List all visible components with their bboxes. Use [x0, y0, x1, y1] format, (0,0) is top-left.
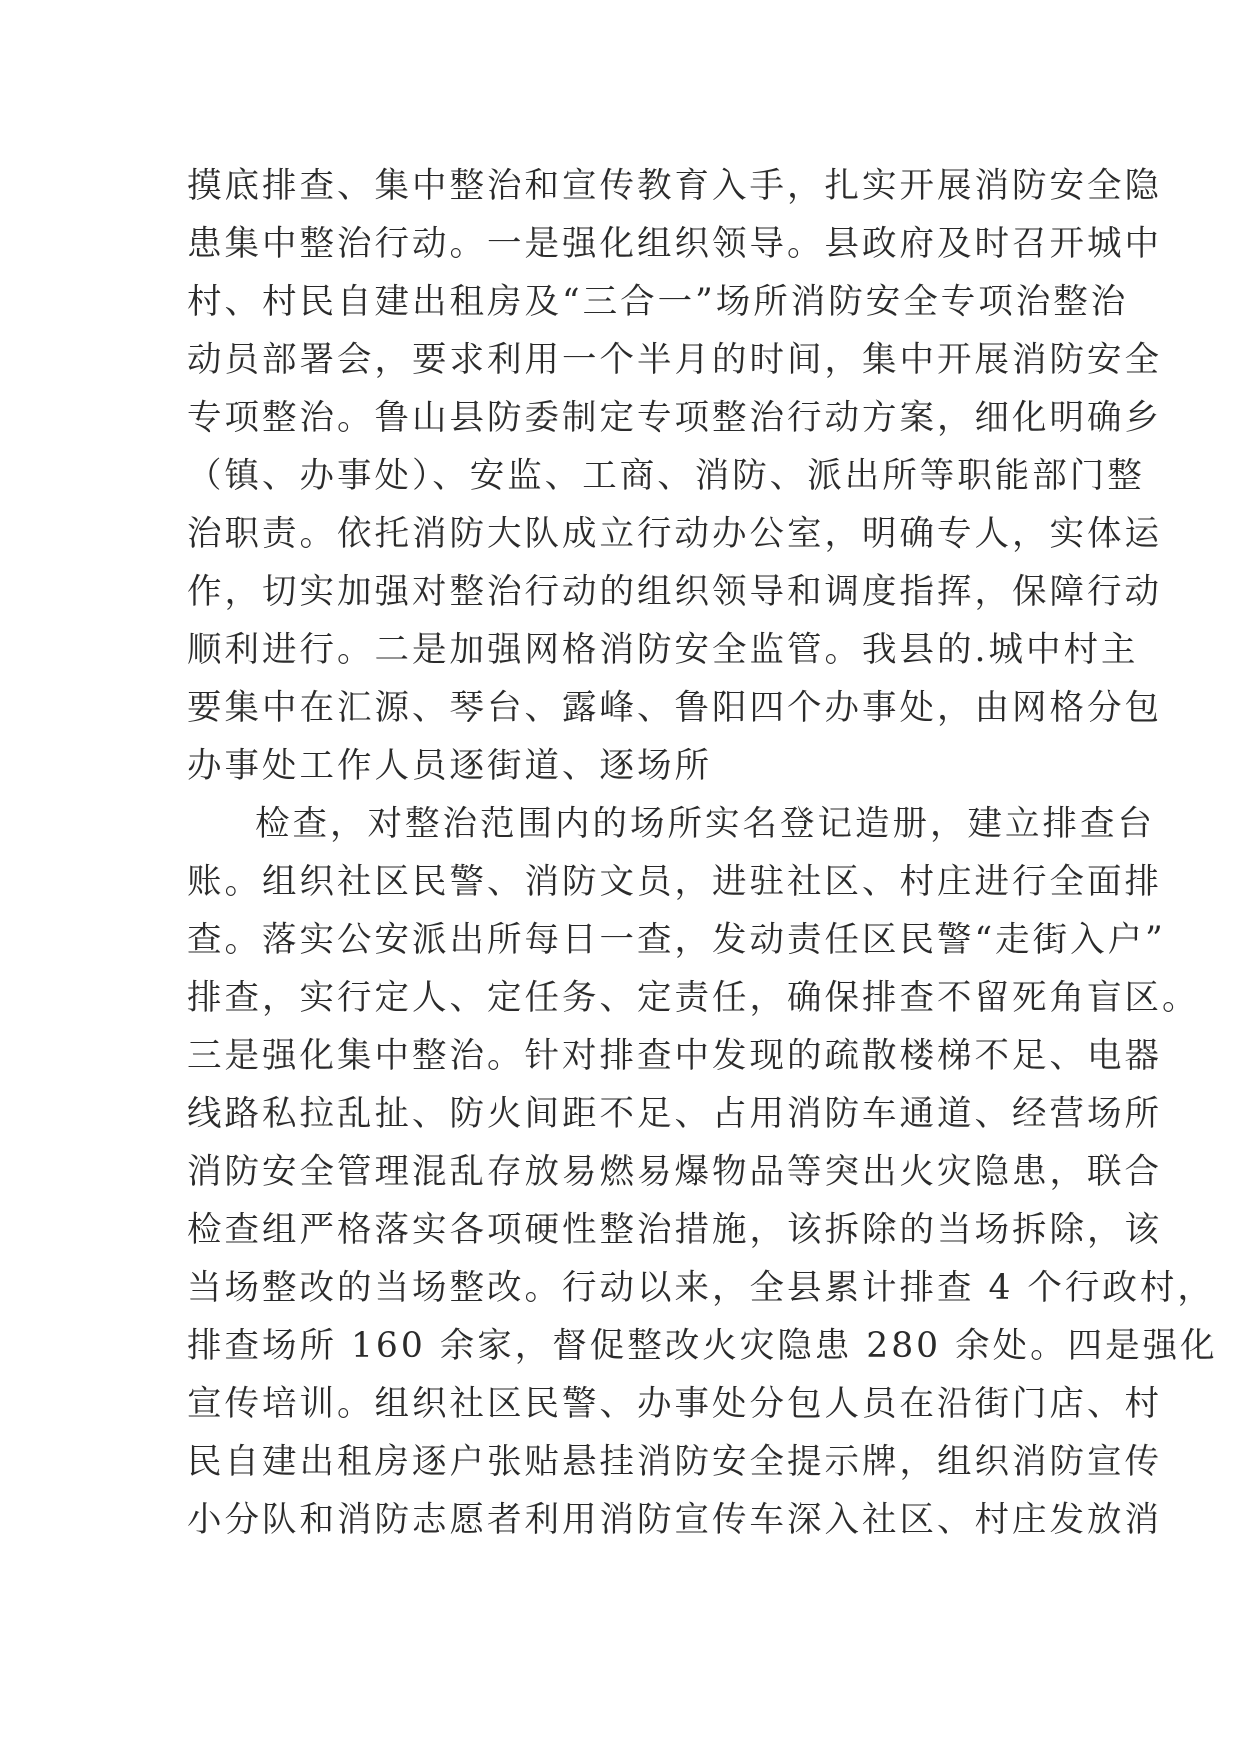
paragraph-2: [187, 795, 1218, 1549]
text-line: 检查，对整治范围内的场所实名登记造册，建立排查台: [255, 804, 1155, 844]
text-line: 作，切实加强对整治行动的组织领导和调度指挥，保障行动: [187, 572, 1162, 612]
text-line: 排查场所 160 余家，督促整改火灾隐患 280 余处。四是强化: [187, 1326, 1218, 1366]
text-line: 三是强化集中整治。针对排查中发现的疏散楼梯不足、电器: [187, 1036, 1162, 1076]
text-line: 查。落实公安派出所每日一查，发动责任区民警“走街入户”: [187, 920, 1166, 960]
body-text: [187, 157, 1218, 1549]
paragraph-1: [187, 157, 1162, 795]
text-line: 村、村民自建出租房及“三合一”场所消防安全专项治整治: [187, 282, 1129, 322]
text-line: 检查组严格落实各项硬性整治措施，该拆除的当场拆除，该: [187, 1210, 1162, 1250]
text-line: 排查，实行定人、定任务、定责任，确保排查不留死角盲区。: [187, 978, 1200, 1018]
text-line: 当场整改的当场整改。行动以来，全县累计排查 4 个行政村，: [187, 1268, 1215, 1308]
text-line: 消防安全管理混乱存放易燃易爆物品等突出火灾隐患，联合: [187, 1152, 1162, 1192]
text-line: 患集中整治行动。一是强化组织领导。县政府及时召开城中: [187, 224, 1162, 264]
text-line: 账。组织社区民警、消防文员，进驻社区、村庄进行全面排: [187, 862, 1162, 902]
text-line: 要集中在汇源、琴台、露峰、鲁阳四个办事处，由网格分包: [187, 688, 1162, 728]
text-line: 顺利进行。二是加强网格消防安全监管。我县的.城中村主: [187, 630, 1139, 670]
text-line: 宣传培训。组织社区民警、办事处分包人员在沿街门店、村: [187, 1384, 1162, 1424]
text-line: 小分队和消防志愿者利用消防宣传车深入社区、村庄发放消: [187, 1500, 1162, 1540]
text-line: 摸底排查、集中整治和宣传教育入手，扎实开展消防安全隐: [187, 166, 1162, 206]
text-line: 动员部署会，要求利用一个半月的时间，集中开展消防安全: [187, 340, 1162, 380]
text-line: 治职责。依托消防大队成立行动办公室，明确专人，实体运: [187, 514, 1162, 554]
text-line: （镇、办事处）、安监、工商、消防、派出所等职能部门整: [187, 456, 1145, 496]
text-line: 专项整治。鲁山县防委制定专项整治行动方案，细化明确乡: [187, 398, 1162, 438]
text-line: 民自建出租房逐户张贴悬挂消防安全提示牌，组织消防宣传: [187, 1442, 1162, 1482]
text-line: 线路私拉乱扯、防火间距不足、占用消防车通道、经营场所: [187, 1094, 1162, 1134]
text-line: 办事处工作人员逐街道、逐场所: [187, 746, 712, 786]
